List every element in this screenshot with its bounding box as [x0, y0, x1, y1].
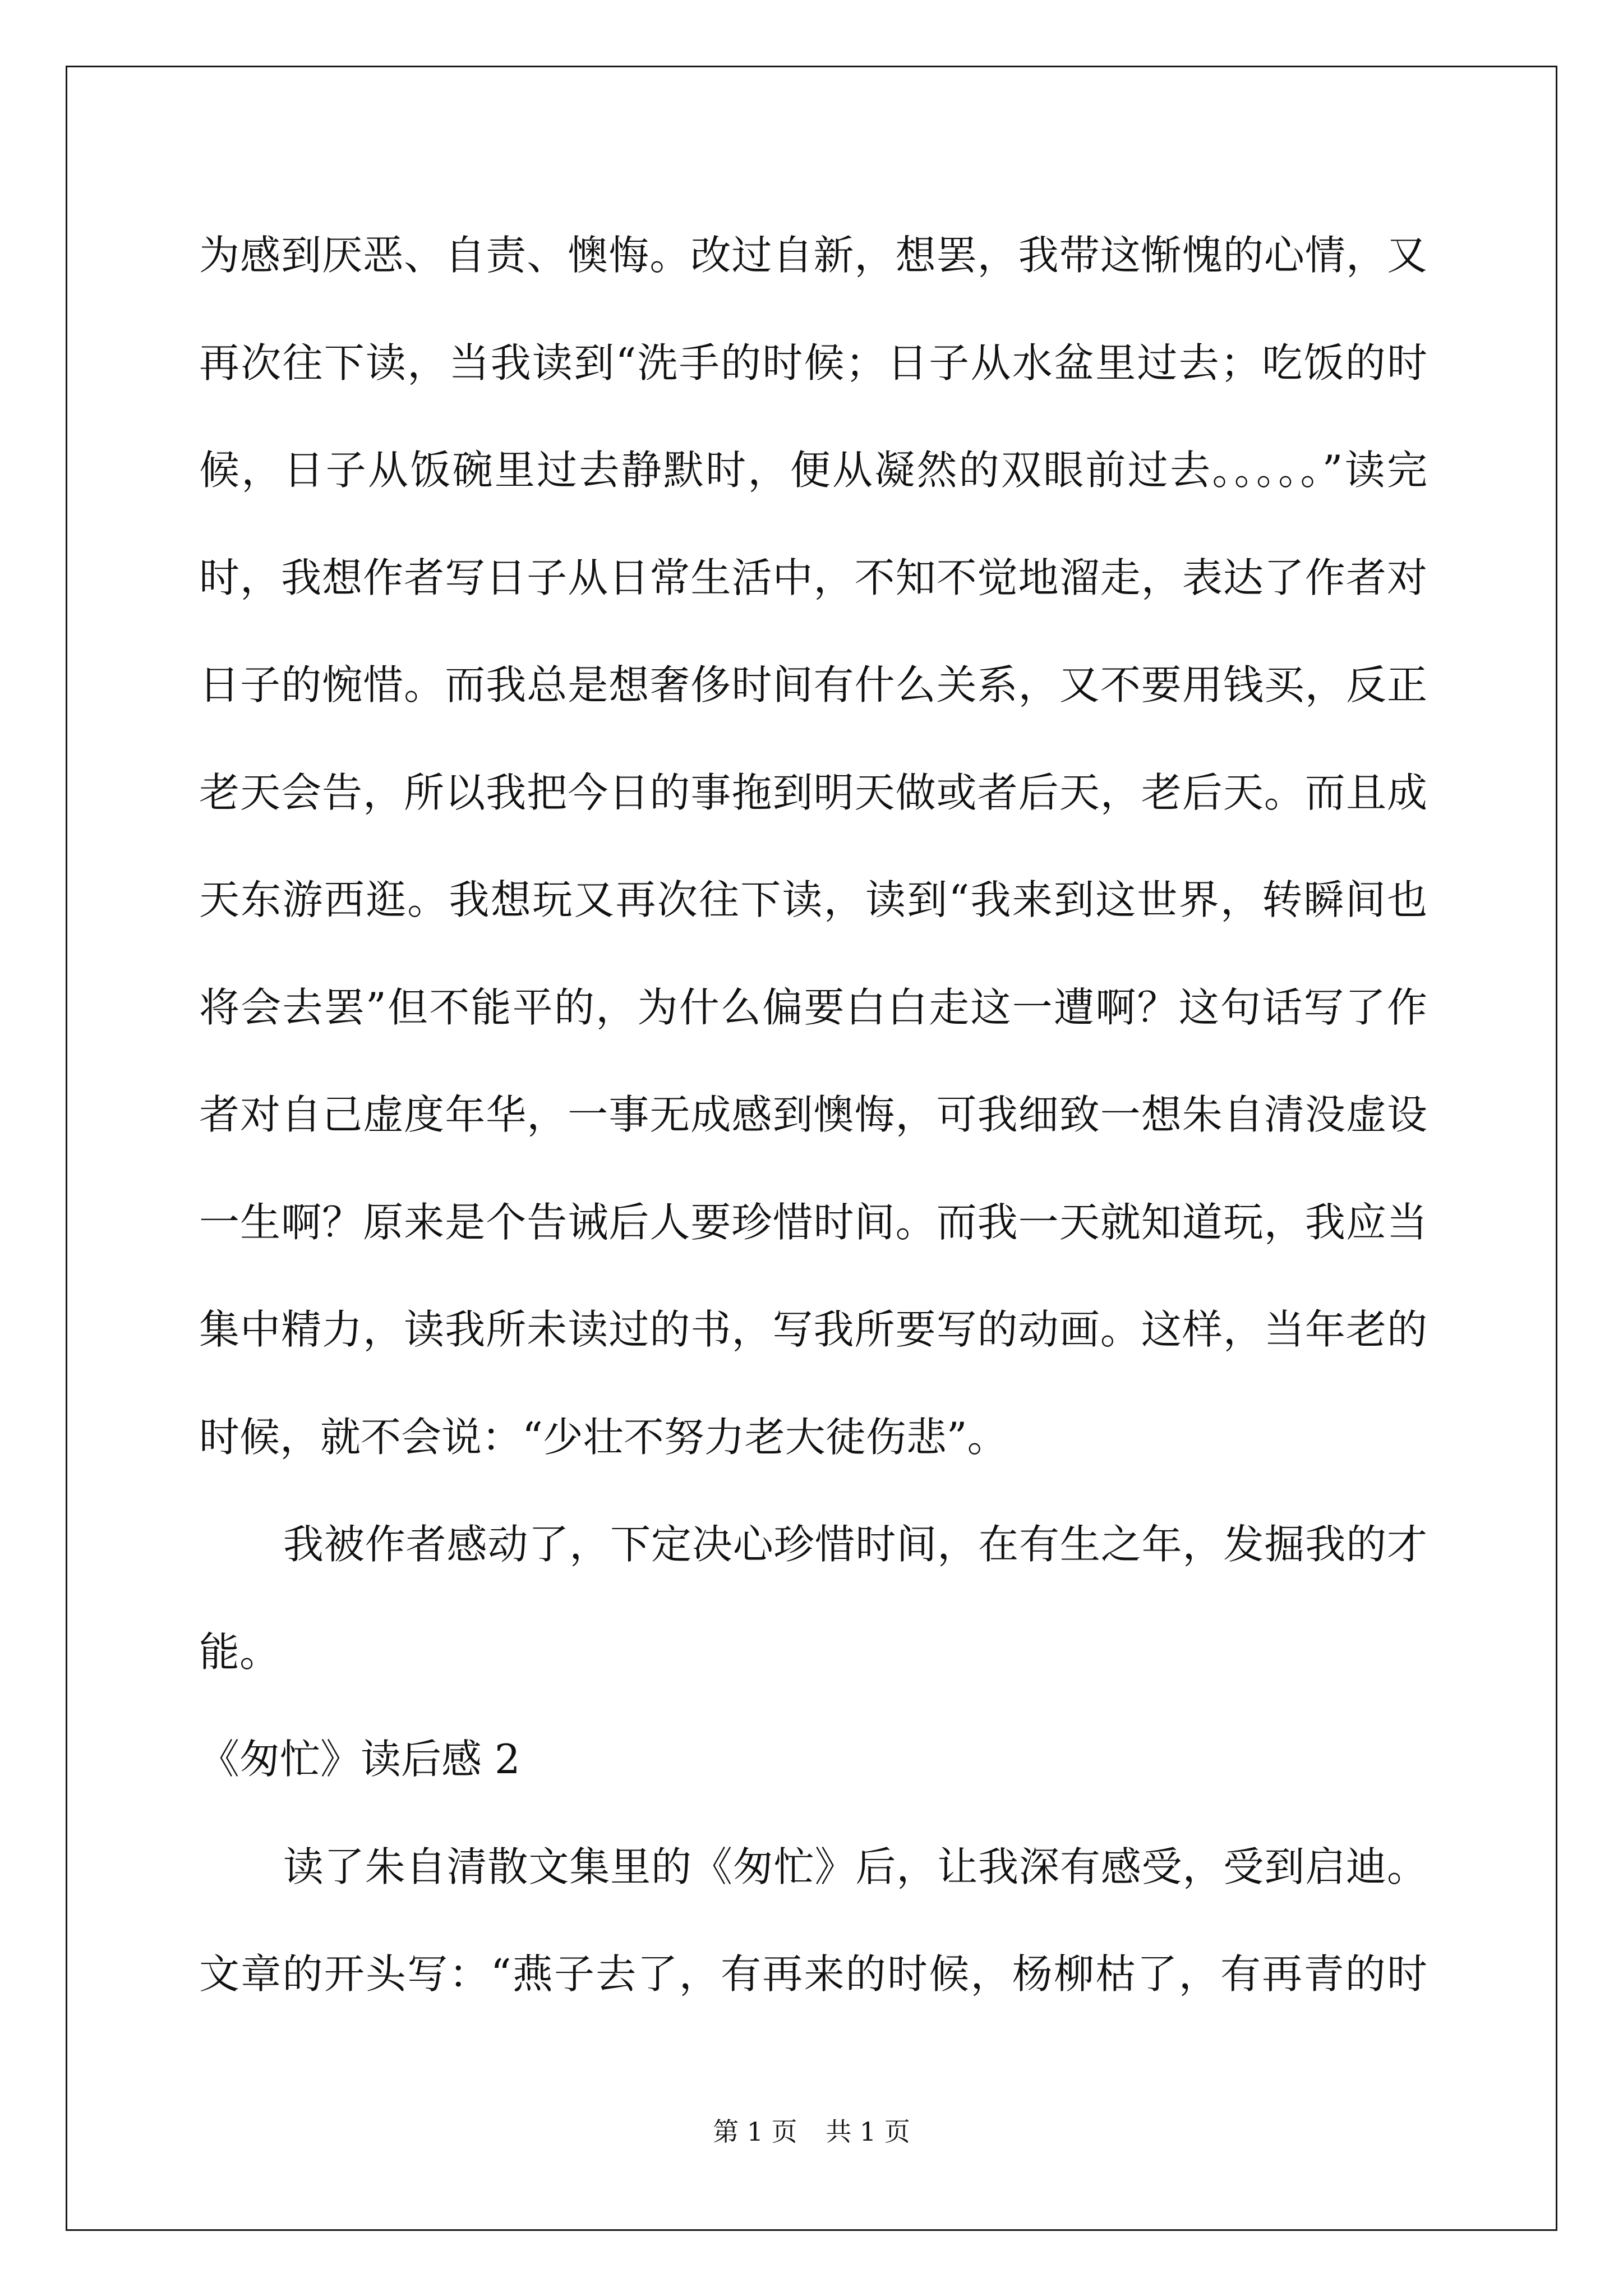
paragraph-line: 文章的开头写：“燕子去了，有再来的时候，杨柳枯了，有再青的时 [199, 1950, 1427, 1998]
paragraph-line: 候，日子从饭碗里过去静默时，便从凝然的双眼前过去。。。。。”读完 [199, 447, 1427, 494]
paragraph-line: 日子的惋惜。而我总是想奢侈时间有什么关系，又不要用钱买，反正 [199, 661, 1427, 708]
page-footer [0, 2115, 1623, 2148]
paragraph-line: 再次往下读，当我读到“洗手的时候；日子从水盆里过去；吃饭的时 [199, 339, 1427, 386]
paragraph-line: 集中精力，读我所未读过的书，写我所要写的动画。这样，当年老的 [199, 1306, 1427, 1353]
paragraph-line: 将会去罢”但不能平的，为什么偏要白白走这一遭啊？这句话写了作 [199, 983, 1427, 1031]
document-body [199, 202, 1427, 2028]
paragraph-line: 为感到厌恶、自责、懊悔。改过自新，想罢，我带这惭愧的心情，又 [199, 232, 1427, 279]
paragraph-line: 一生啊？原来是个告诫后人要珍惜时间。而我一天就知道玩，我应当 [199, 1198, 1427, 1246]
page-number-current: 第 1 页 [713, 2116, 797, 2147]
paragraph-line: 我被作者感动了，下定决心珍惜时间，在有生之年，发掘我的才 [283, 1521, 1427, 1568]
paragraph-line: 天东游西逛。我想玩又再次往下读，读到“我来到这世界，转瞬间也 [199, 876, 1427, 923]
page-number-total: 共 1 页 [826, 2116, 910, 2147]
paragraph-line: 老天会告，所以我把今日的事拖到明天做或者后天，老后天。而且成 [199, 769, 1427, 816]
paragraph-line: 读了朱自清散文集里的《匆忙》后，让我深有感受，受到启迪。 [283, 1843, 1427, 1890]
paragraph-line: 时，我想作者写日子从日常生活中，不知不觉地溜走，表达了作者对 [199, 554, 1427, 601]
section-heading: 《匆忙》读后感 2 [199, 1736, 520, 1783]
paragraph-line: 者对自己虚度年华，一事无成感到懊悔，可我细致一想朱自清没虚设 [199, 1091, 1427, 1138]
paragraph-line: 能。 [199, 1628, 280, 1676]
paragraph-line: 时候，就不会说：“少壮不努力老大徒伤悲”。 [199, 1413, 1008, 1461]
